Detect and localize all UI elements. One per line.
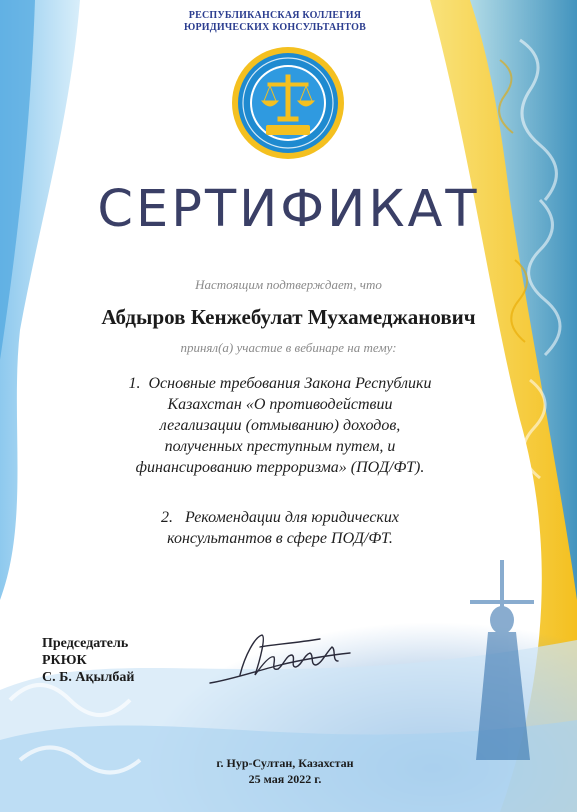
signatory-role-line-2: РКЮК [42,653,87,668]
participation-text: принял(а) участие в вебинаре на тему: [180,340,397,355]
scales-of-justice-emblem-icon [230,45,346,161]
recipient-name: Абдыров Кенжебулат Мухамеджанович [101,305,476,329]
signatory-role-line-1: Председатель [42,636,129,651]
intro-text: Настоящим подтверждает, что [195,277,382,292]
signatory-name: С. Б. Ақылбай [42,670,135,685]
topic-1-number: 1. [128,375,141,392]
topic-2-line-1: Рекомендации для юридических [185,509,399,526]
topic-2-number: 2. [161,509,173,526]
topic-1-line-3: легализации (отмыванию) доходов, [159,417,401,434]
topic-1-line-2: Казахстан «О противодействии [167,396,393,413]
topic-1-line-5: финансированию терроризма» (ПОД/ФТ). [135,459,425,476]
topic-item-2 [120,507,440,549]
organization-line-2: ЮРИДИЧЕСКИХ КОНСУЛЬТАНТОВ [184,22,366,33]
topic-2-line-2: консультантов в сфере ПОД/ФТ. [167,530,393,547]
topic-item-1 [80,373,480,478]
certificate-title: СЕРТИФИКАТ [97,180,480,239]
handwritten-signature-icon [200,625,360,695]
place-and-date [170,755,400,787]
signatory-block [42,635,202,686]
topic-1-line-4: полученных преступным путем, и [164,438,396,455]
topic-1-line-1: Основные требования Закона Республики [148,375,432,392]
organization-header [150,10,400,34]
date-text: 25 мая 2022 г. [248,772,322,786]
organization-line-1: РЕСПУБЛИКАНСКАЯ КОЛЛЕГИЯ [188,10,362,21]
place-text: г. Нур-Султан, Казахстан [216,756,354,770]
